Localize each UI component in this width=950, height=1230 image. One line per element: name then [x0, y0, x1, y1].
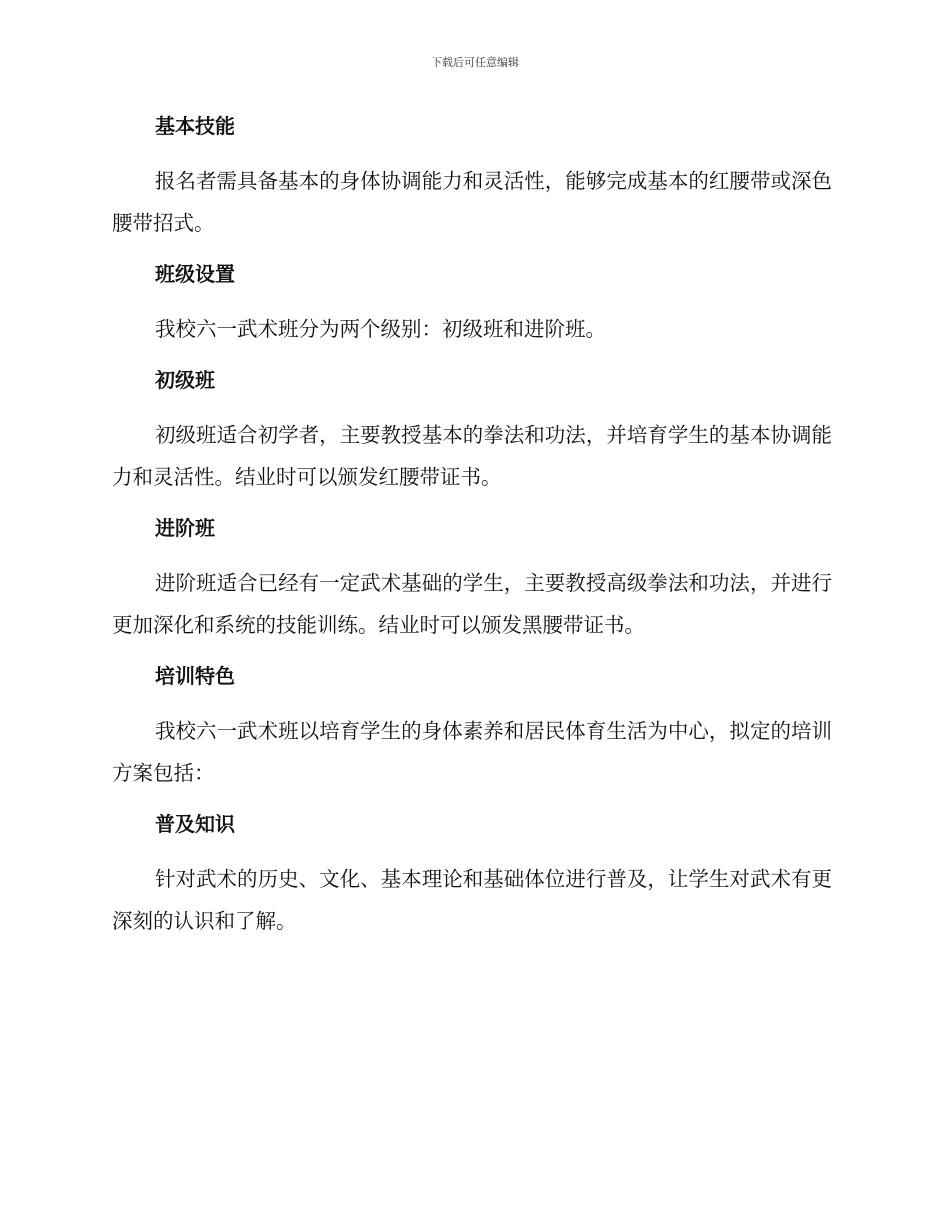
section-advanced-class [112, 510, 832, 646]
section-basic-skills [112, 108, 832, 244]
section-general-knowledge [112, 806, 832, 942]
section-heading: 进阶班 [155, 516, 215, 540]
section-class-setup [112, 256, 832, 350]
section-paragraph: 进阶班适合已经有一定武术基础的学生，主要教授高级拳法和功法，并进行更加深化和系统的技能训练。结业时可以颁发黑腰带证书。 [112, 571, 832, 637]
section-paragraph: 初级班适合初学者，主要教授基本的拳法和功法，并培育学生的基本协调能力和灵活性。结业时可以颁发红腰带证书。 [112, 423, 832, 489]
header-note: 下载后可任意编辑 [431, 56, 519, 69]
section-heading: 班级设置 [155, 262, 235, 286]
section-paragraph: 针对武术的历史、文化、基本理论和基础体位进行普及，让学生对武术有更深刻的认识和了解。 [112, 867, 832, 933]
section-beginner-class [112, 362, 832, 498]
section-paragraph: 我校六一武术班分为两个级别：初级班和进阶班。 [155, 317, 606, 341]
section-heading: 普及知识 [155, 812, 235, 836]
section-heading: 基本技能 [155, 114, 235, 138]
section-paragraph: 我校六一武术班以培育学生的身体素养和居民体育生活为中心，拟定的培训方案包括： [112, 719, 832, 785]
section-paragraph: 报名者需具备基本的身体协调能力和灵活性，能够完成基本的红腰带或深色腰带招式。 [112, 169, 832, 235]
section-training-features [112, 658, 832, 794]
section-heading: 培训特色 [155, 664, 235, 688]
document-body [112, 108, 832, 954]
section-heading: 初级班 [155, 368, 215, 392]
